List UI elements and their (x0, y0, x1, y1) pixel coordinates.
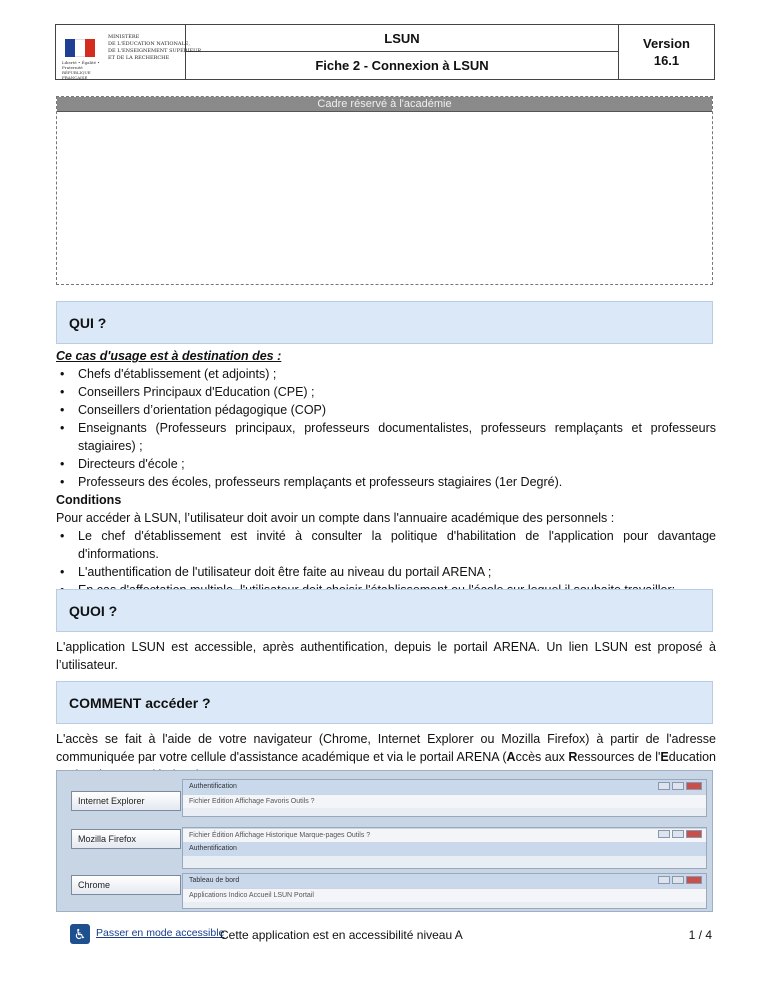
list-item: • L'authentification de l'utilisateur doit être faite au niveau du portail ARENA ; (56, 563, 716, 581)
section-comment-heading: COMMENT accéder ? (56, 681, 713, 724)
accessibility-note: Cette application est en accessibilité niveau A (220, 928, 463, 942)
document-subtitle: Fiche 2 - Connexion à LSUN (315, 58, 489, 73)
reserved-frame (56, 96, 713, 285)
audience-list (56, 365, 716, 491)
conditions-title: Conditions (56, 493, 122, 507)
section-qui-heading: QUI ? (56, 301, 713, 344)
ministry-name: MINISTÈRE DE L'ÉDUCATION NATIONALE, DE L'ENSEIGNEMENT SUPÉRIEUR ET DE LA RECHERCHE (108, 34, 202, 61)
qui-intro: Ce cas d'usage est à destination des : (56, 349, 282, 363)
page-footer (70, 922, 712, 946)
version-number: 16.1 (653, 53, 680, 68)
list-item: • Chefs d'établissement (et adjoints) ; (56, 365, 716, 383)
document-title: LSUN (186, 25, 618, 52)
version-label: Version (643, 36, 690, 51)
browser-tab: Tableau de bord (183, 874, 706, 888)
browser-tab: Authentification (183, 842, 706, 856)
browser-bookmarks-bar: Applications Indico Accueil LSUN Portail (183, 888, 706, 902)
list-item: • Professeurs des écoles, professeurs remplaçants et professeurs stagiaires (1er Degré). (56, 473, 716, 491)
list-item: • Conseillers Principaux d'Education (CPE) ; (56, 383, 716, 401)
document-header (55, 24, 715, 80)
list-item: • Enseignants (Professeurs principaux, professeurs documentalistes, professeurs remplaçants et professeurs stagiaires) ; (56, 419, 716, 455)
section-quoi-body: L'application LSUN est accessible, après authentification, depuis le portail ARENA. Un lien LSUN est proposé à l’utilisateur. (56, 640, 716, 672)
page-number: 1 / 4 (688, 928, 712, 942)
accessibility-icon[interactable]: ♿ (70, 924, 90, 944)
reserved-frame-label: Cadre réservé à l'académie (57, 97, 712, 112)
french-flag-icon (65, 39, 95, 57)
republic-motto: Liberté • Égalité • Fraternité RÉPUBLIQUE FRANÇAISE (62, 60, 100, 80)
browser-tab: Authentification (183, 780, 706, 794)
label-chrome: Chrome (71, 875, 181, 895)
accessible-mode-link[interactable]: Passer en mode accessible (96, 927, 225, 939)
list-item: • Le chef d'établissement est invité à consulter la politique d'habilitation de l'application pour davantage d'informations. (56, 527, 716, 563)
ministry-logo (56, 25, 202, 80)
version-box (619, 25, 714, 79)
label-mozilla-firefox: Mozilla Firefox (71, 829, 181, 849)
conditions-intro: Pour accéder à LSUN, l’utilisateur doit avoir un compte dans l'annuaire académique des personnels : (56, 511, 615, 525)
browser-internet-explorer (182, 779, 707, 817)
browser-menubar: Fichier Édition Affichage Historique Marque-pages Outils ? (183, 828, 706, 842)
section-comment-body: L'accès se fait à l'aide de votre navigateur (Chrome, Internet Explorer ou Mozilla Firefox) à partir de l'adresse communiquée par votre cellule d'assistance académique et via le portail ARENA (Accès aux Ressources de l'Education (56, 732, 717, 764)
section-quoi-heading: QUOI ? (56, 589, 713, 632)
browser-menubar: Fichier Edition Affichage Favoris Outils ? (183, 794, 706, 808)
list-item: • Directeurs d'école ; (56, 455, 716, 473)
section-qui-body (56, 347, 716, 599)
window-controls (658, 876, 702, 884)
list-item: • Conseillers d’orientation pédagogique (COP) (56, 401, 716, 419)
browser-mozilla-firefox (182, 827, 707, 869)
label-internet-explorer: Internet Explorer (71, 791, 181, 811)
browsers-screenshot (56, 770, 713, 912)
browser-chrome (182, 873, 707, 909)
window-controls (658, 782, 702, 790)
window-controls (658, 830, 702, 838)
